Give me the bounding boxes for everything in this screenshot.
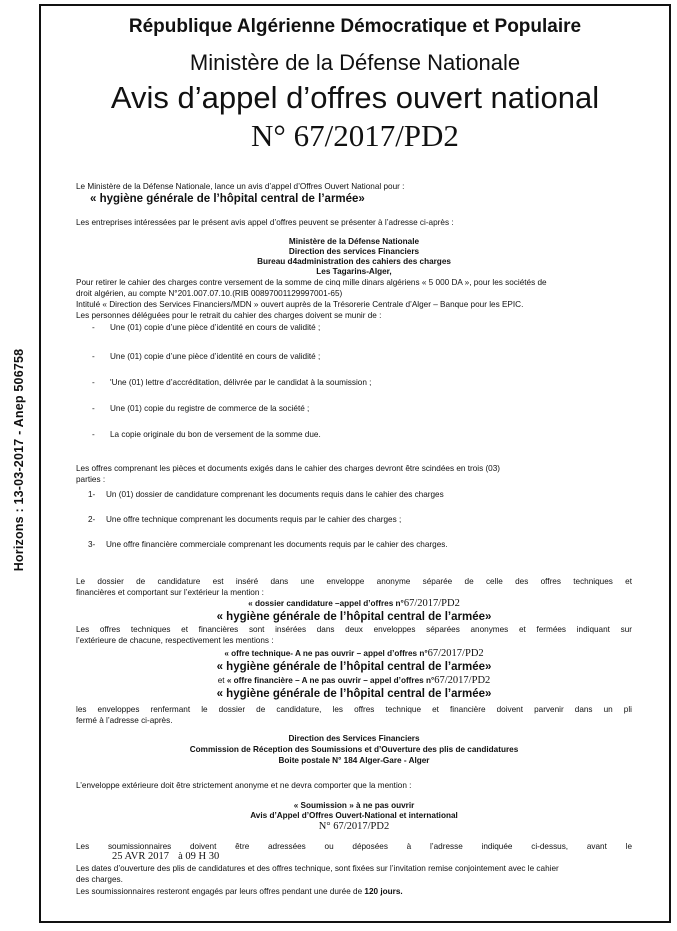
address2-line1: Direction des Services Financiers [288,734,420,743]
closing-date: 25 AVR 2017 [112,851,169,862]
closing-line2: Les dates d’ouverture des plis de candidatures et des offres technique, sont fixées sur l’invitation remise conjointement avec le cahier [76,864,559,873]
address1-line3: Bureau d4administration des cahiers des charges [257,257,451,266]
list-marker: - [92,404,95,413]
address1-line4: Les Tagarins-Alger, [316,267,392,276]
list-item [88,515,401,525]
dossier-mention-number: 67/2017/PD2 [403,598,460,609]
tech-object: « hygiène générale de l’hôpital central de l’armée» [216,661,492,673]
list-text: La copie originale du bon de versement de la somme due. [110,430,321,439]
closing-line1: Les soumissionnaires doivent être adressées ou déposées à l’adresse indiquée ci-dessus, avant le [76,842,632,851]
intro-text: Le Ministère de la Défense Nationale, lance un avis d’appel d’Offres Ouvert National pour : [76,182,405,191]
envelope-number: N° 67/2017/PD2 [318,821,390,832]
payment-line2: droit algérien, au compte N°201.007.07.10.(RIB 00897001129997001-65) [76,289,343,298]
header-ministry: Ministère de la Défense Nationale [189,50,521,75]
offers-line1: Les offres comprenant les pièces et documents exigés dans le cahier des charges devront être scindées en trois (03) [76,464,501,473]
list-text: Une (01) copie d’une pièce d’identité en cours de validité ; [110,352,321,361]
fin-mention-prefix: et [217,676,225,685]
payment-line1: Pour retirer le cahier des charges contre versement de la somme de cinq mille dinars algériens « 5 000 DA », pour les sociétés de [76,278,547,287]
list-text: Une (01) copie d’une pièce d’identité en cours de validité ; [110,323,321,332]
closing-line3: des charges. [76,875,123,884]
header-title: Avis d’appel d’offres ouvert national [110,80,600,115]
offers-line2: parties : [76,475,106,484]
tech-mention-number: 67/2017/PD2 [427,648,484,659]
list-marker: - [92,352,95,361]
list-item [92,430,321,440]
list-text: Une (01) copie du registre de commerce de la société ; [110,404,310,413]
list-marker: 3- [88,540,96,549]
list-text: Une offre technique comprenant les documents requis par le cahier des charges ; [106,515,402,524]
closing-line4 [76,887,632,897]
dossier-line2: financières et comportant sur l’extérieur la mention : [76,588,264,597]
dossier-line6: fermé à l’adresse ci-après. [76,716,173,725]
intro-object: « hygiène générale de l’hôpital central de l’armée» [90,193,365,205]
list-marker: - [92,378,95,387]
closing-line4-text: Les soumissionnaires resteront engagés par leurs offres pendant une durée de [76,887,363,896]
header-republic: République Algérienne Démocratique et Populaire [128,16,582,37]
envelope-line2: Avis d’Appel d’Offres Ouvert-National et international [250,811,458,820]
dossier-mention [76,599,632,609]
tech-mention-text: « offre technique- A ne pas ouvrir – appel d’offres n° [224,649,428,658]
dossier-line3: Les offres techniques et financières sont insérées dans deux enveloppes séparées anonymes et fermées indiquant sur [76,625,632,634]
list-text: Une offre financière commerciale comprenant les documents requis par le cahier des charges. [106,540,448,549]
list-text: 'Une (01) lettre d’accréditation, délivrée par le candidat à la soumission ; [110,378,372,387]
payment-line3: Intitulé « Direction des Services Financiers/MDN » ouvert auprès de la Trésorerie Centrale d’Alger – Banque pour les EPIC. [76,300,524,309]
tech-mention [76,649,632,659]
dossier-mention-text: « dossier candidature –appel d’offres n° [248,599,404,608]
list-item [88,490,444,500]
address2-line2: Commission de Réception des Soumissions et d’Ouverture des plis de candidatures [189,745,519,754]
address2-line3: Boite postale N° 184 Alger-Gare - Alger [278,756,430,765]
list-item [92,404,309,414]
list-marker: - [92,430,95,439]
list-item [88,540,448,550]
sidebar [0,0,38,931]
envelope-line3 [76,822,632,832]
list-text: Un (01) dossier de candidature comprenant les documents requis dans le cahier des charges [106,490,444,499]
dossier-line1: Le dossier de candidature est inséré dans une enveloppe anonyme séparée de celle des offres techniques et [76,577,632,586]
closing-time: à 09 H 30 [178,851,220,862]
address1-line2: Direction des services Financiers [288,247,420,256]
fin-mention [76,676,632,686]
list-marker: 2- [88,515,96,524]
fin-mention-text: « offre financière – A ne pas ouvrir – appel d’offres n° [226,676,435,685]
payment-line4: Les personnes déléguées pour le retrait du cahier des charges doivent se munir de : [76,311,382,320]
closing-deadline [112,852,668,862]
list-item [92,378,371,388]
list-item [92,323,320,333]
list-marker: 1- [88,490,96,499]
address1-line1: Ministère de la Défense Nationale [288,237,420,246]
dossier-object: « hygiène générale de l’hôpital central de l’armée» [216,611,492,623]
list-item [92,352,320,362]
header-number: N° 67/2017/PD2 [251,118,459,153]
envelope-line1: « Soumission » à ne pas ouvrir [293,801,415,810]
closing-duration: 120 jours. [364,887,403,896]
fin-mention-number: 67/2017/PD2 [434,675,491,686]
list-marker: - [92,323,95,332]
intro-present: Les entreprises intéressées par le présent avis appel d’offres peuvent se présenter à l’adresse ci-après : [76,218,454,227]
fin-object: « hygiène générale de l’hôpital central de l’armée» [216,688,492,700]
dossier-line4: l’extérieure de chacune, respectivement les mentions : [76,636,274,645]
dossier-line5: les enveloppes renfermant le dossier de candidature, les offres technique et financière doivent parvenir dans un pli [76,705,632,714]
envelope-text: L’enveloppe extérieure doit être strictement anonyme et ne devra comporter que la mention : [76,781,412,790]
sidebar-text: Horizons : 13-03-2017 - Anep 506758 [12,348,26,572]
